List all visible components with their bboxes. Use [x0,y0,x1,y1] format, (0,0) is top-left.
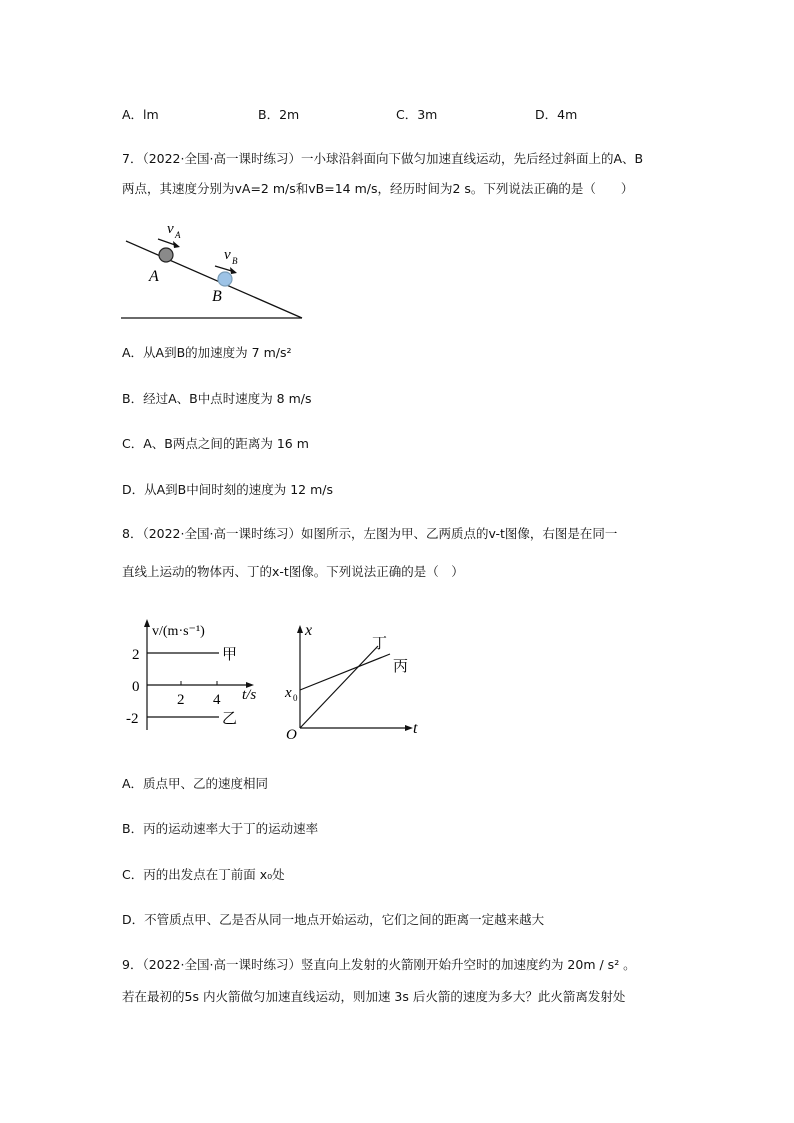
q6-option-c: C．3m [396,107,438,122]
arrow-va-head [173,241,180,248]
q7-stem-line2: 两点，其速度分别为vA=2 m/s和vB=14 m/s，经历时间为2 s。下列说法正确的是（ ） [122,181,634,196]
vt-tick-label-neg2: -2 [126,711,139,727]
label-va-sub: A [175,230,181,240]
q7-option-d: D．从A到B中间时刻的速度为 12 m/s [122,482,334,497]
vt-y-label: v/(m·s⁻¹) [152,624,205,639]
xt-y-label: x [305,622,313,639]
xt-x0-sub: 0 [293,693,298,703]
xt-line-ding [300,646,378,728]
q7-option-a: A．从A到B的加速度为 7 m/s² [122,345,292,360]
q7-option-b: B．经过A、B中点时速度为 8 m/s [122,391,312,406]
vt-label-yi: 乙 [222,711,238,727]
vt-xtick-label-4: 4 [213,692,221,708]
point-b-label: B [212,288,222,305]
xt-label-ding: 丁 [372,636,388,652]
label-vb-sub: B [232,256,238,266]
ball-b [218,272,232,286]
q6-option-b: B．2m [258,107,300,122]
point-a-label: A [149,268,159,285]
q8-option-c: C．丙的出发点在丁前面 x₀处 [122,867,285,882]
q9-stem-line2: 若在最初的5s 内火箭做匀加速直线运动，则加速 3s 后火箭的速度为多大？此火箭离发射处 [122,989,626,1004]
q6-option-a: A．lm [122,107,159,122]
q7-stem-line1: 7．（2022·全国·高一课时练习）一小球沿斜面向下做匀加速直线运动，先后经过斜面上的A、B [122,151,644,166]
xt-x0-label: x [285,685,292,701]
xt-origin-label: O [286,727,297,743]
q8-option-a: A．质点甲、乙的速度相同 [122,776,269,791]
label-vb: v [224,247,231,263]
q7-option-c: C．A、B两点之间的距离为 16 m [122,436,309,451]
xt-line-bing [300,654,390,690]
vt-label-jia: 甲 [222,647,238,663]
q7-incline-figure [118,218,308,324]
q8-xt-graph [280,618,430,743]
q8-stem-line1: 8．（2022·全国·高一课时练习）如图所示，左图为甲、乙两质点的v-t图像，右图是在同一 [122,526,618,541]
vt-tick-label-0: 0 [132,679,140,695]
vt-x-label: t/s [242,687,257,703]
vt-tick-label-2: 2 [132,647,140,663]
vt-y-arrow [144,619,150,627]
q8-option-d: D．不管质点甲、乙是否从同一地点开始运动，它们之间的距离一定越来越大 [122,912,545,927]
q8-stem-line2: 直线上运动的物体丙、丁的x-t图像。下列说法正确的是（ ） [122,564,464,579]
xt-x-arrow [405,725,413,731]
xt-y-arrow [297,625,303,633]
xt-x-label: t [413,720,418,737]
xt-label-bing: 丙 [393,659,409,675]
q8-vt-graph [122,615,272,735]
q8-option-b: B．丙的运动速率大于丁的运动速率 [122,821,319,836]
label-va: v [167,221,174,237]
vt-xtick-label-2: 2 [177,692,185,708]
arrow-vb-head [230,267,237,274]
q6-option-d: D．4m [535,107,578,122]
q9-stem-line1: 9．（2022·全国·高一课时练习）竖直向上发射的火箭刚开始升空时的加速度约为 20m / s² 。 [122,957,636,972]
ball-a [159,248,173,262]
